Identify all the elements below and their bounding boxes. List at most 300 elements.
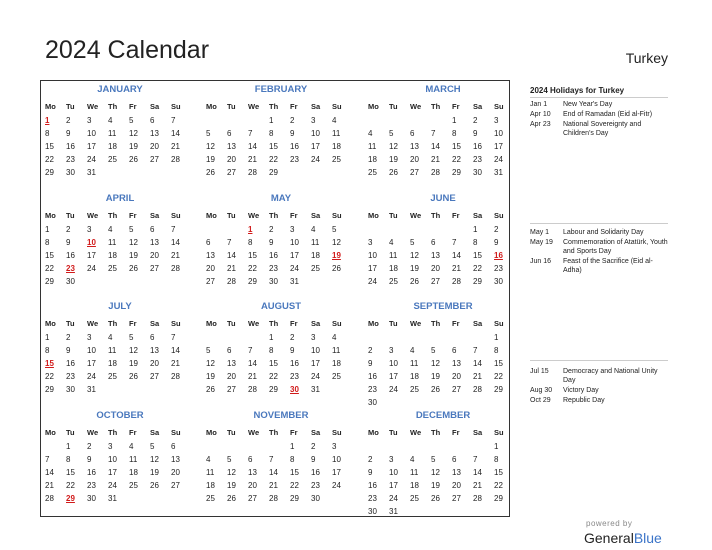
empty-day: [108, 275, 129, 288]
day: 5: [129, 116, 134, 125]
day: 16: [368, 481, 377, 490]
holiday-item: [530, 228, 670, 237]
day: 26: [389, 168, 398, 177]
day: 7: [452, 238, 457, 247]
day: 25: [108, 155, 117, 164]
day: 6: [150, 333, 155, 342]
day: 3: [290, 225, 295, 234]
day: 31: [290, 277, 299, 286]
week-row: [206, 440, 356, 453]
day: 7: [171, 333, 176, 342]
holiday-item: [530, 238, 670, 256]
holiday-item: [530, 257, 670, 275]
day: 19: [227, 481, 236, 490]
weekday-label: Sa: [150, 211, 160, 220]
month-june: [368, 192, 518, 288]
day: 13: [150, 129, 159, 138]
empty-day: [332, 492, 353, 505]
brand-logo[interactable]: [584, 530, 662, 546]
day: 2: [368, 346, 373, 355]
day: 30: [494, 277, 503, 286]
day: 5: [206, 129, 211, 138]
day: 3: [87, 333, 92, 342]
day: 26: [431, 385, 440, 394]
day: 24: [494, 155, 503, 164]
day: 8: [269, 129, 274, 138]
holiday-name: Republic Day: [563, 397, 605, 404]
week-row: [45, 370, 195, 383]
weekday-label: Fr: [452, 211, 460, 220]
week-row: [206, 383, 356, 396]
holiday-day: 1: [45, 116, 50, 125]
day: 20: [150, 142, 159, 151]
holiday-name: Commemoration of Atatürk, Youth and Sports Day: [563, 239, 668, 255]
weekday-header: [206, 99, 356, 114]
empty-day: [290, 166, 311, 179]
day: 11: [108, 346, 117, 355]
holiday-name: New Year's Day: [563, 101, 613, 108]
weekday-label: Sa: [473, 102, 483, 111]
empty-day: [389, 223, 410, 236]
day: 29: [290, 494, 299, 503]
day: 11: [129, 455, 138, 464]
week-row: [368, 466, 518, 479]
weekday-label: Sa: [311, 102, 321, 111]
day: 1: [45, 333, 50, 342]
day: 2: [290, 333, 295, 342]
week-row: [206, 140, 356, 153]
empty-day: [494, 505, 515, 518]
month-november: [206, 409, 356, 505]
week-row: [45, 166, 195, 179]
empty-day: [473, 331, 494, 344]
day: 13: [206, 251, 215, 260]
day: 21: [452, 264, 461, 273]
day: 10: [389, 359, 398, 368]
day: 17: [87, 142, 96, 151]
weekday-label: Th: [108, 428, 118, 437]
weekday-label: Tu: [227, 102, 236, 111]
day: 25: [410, 494, 419, 503]
country-label: Turkey: [625, 50, 668, 66]
day: 23: [290, 155, 299, 164]
day: 23: [269, 264, 278, 273]
weekday-label: Th: [108, 102, 118, 111]
day: 22: [452, 155, 461, 164]
holiday-item: [530, 100, 670, 109]
day: 27: [171, 481, 180, 490]
day: 12: [431, 359, 440, 368]
day: 21: [269, 481, 278, 490]
empty-day: [410, 440, 431, 453]
day: 14: [248, 359, 257, 368]
weekday-label: Fr: [129, 428, 137, 437]
week-row: [206, 223, 356, 236]
weekday-label: Mo: [45, 319, 56, 328]
day: 23: [66, 372, 75, 381]
day: 20: [248, 481, 257, 490]
day: 9: [87, 455, 92, 464]
day: 13: [150, 238, 159, 247]
week-row: [45, 249, 195, 262]
day: 29: [452, 168, 461, 177]
empty-day: [452, 223, 473, 236]
weekday-label: We: [248, 102, 260, 111]
holiday-name: Democracy and National Unity Day: [563, 368, 658, 384]
day: 27: [452, 385, 461, 394]
week-row: [368, 492, 518, 505]
week-row: [45, 492, 195, 505]
week-row: [368, 236, 518, 249]
weekday-label: Tu: [227, 428, 236, 437]
day: 25: [368, 168, 377, 177]
week-row: [45, 275, 195, 288]
day: 27: [410, 168, 419, 177]
day: 6: [150, 225, 155, 234]
day: 29: [494, 385, 503, 394]
day: 4: [368, 129, 373, 138]
empty-day: [452, 440, 473, 453]
empty-day: [129, 383, 150, 396]
week-row: [368, 249, 518, 262]
day: 28: [452, 277, 461, 286]
empty-day: [452, 505, 473, 518]
week-row: [45, 331, 195, 344]
day: 1: [494, 442, 499, 451]
weekday-label: Sa: [473, 319, 483, 328]
empty-day: [150, 492, 171, 505]
day: 12: [129, 346, 138, 355]
day: 14: [171, 346, 180, 355]
day: 16: [311, 468, 320, 477]
weekday-label: Th: [108, 211, 118, 220]
holiday-date: Jan 1: [530, 101, 548, 108]
weekday-label: Mo: [206, 428, 217, 437]
week-row: [45, 140, 195, 153]
day: 15: [290, 468, 299, 477]
empty-day: [452, 331, 473, 344]
day: 26: [129, 264, 138, 273]
day: 17: [290, 251, 299, 260]
day: 17: [108, 468, 117, 477]
weekday-label: Tu: [227, 211, 236, 220]
weekday-label: We: [410, 211, 422, 220]
holiday-day: 23: [66, 264, 75, 273]
day: 14: [473, 468, 482, 477]
day: 1: [473, 225, 478, 234]
day: 31: [311, 385, 320, 394]
weekday-header: [45, 425, 195, 440]
day: 4: [389, 238, 394, 247]
day: 28: [227, 277, 236, 286]
day: 31: [87, 168, 96, 177]
day: 13: [452, 359, 461, 368]
day: 22: [473, 264, 482, 273]
day: 18: [206, 481, 215, 490]
month-name: SEPTEMBER: [413, 301, 473, 312]
holidays-title: 2024 Holidays for Turkey: [530, 86, 625, 95]
empty-day: [311, 275, 332, 288]
day: 28: [171, 155, 180, 164]
day: 11: [108, 238, 117, 247]
brand-blue: Blue: [633, 530, 662, 546]
weekday-label: We: [87, 319, 99, 328]
week-row: [45, 344, 195, 357]
day: 15: [494, 468, 503, 477]
day: 27: [248, 494, 257, 503]
day: 1: [66, 442, 71, 451]
day: 15: [45, 251, 54, 260]
weekday-header: [45, 316, 195, 331]
week-row: [206, 166, 356, 179]
weekday-label: Sa: [150, 319, 160, 328]
weekday-label: Sa: [150, 102, 160, 111]
weekday-label: Th: [269, 102, 279, 111]
day: 28: [171, 372, 180, 381]
holiday-date: Apr 10: [530, 111, 551, 118]
day: 25: [311, 264, 320, 273]
day: 27: [150, 372, 159, 381]
day: 20: [452, 372, 461, 381]
day: 21: [248, 372, 257, 381]
month-name: APRIL: [105, 193, 135, 204]
day: 6: [452, 346, 457, 355]
day: 15: [248, 251, 257, 260]
weekday-label: Tu: [389, 211, 398, 220]
holiday-name: Victory Day: [563, 387, 599, 394]
day: 24: [108, 481, 117, 490]
day: 4: [332, 116, 337, 125]
week-row: [368, 223, 518, 236]
month-may: [206, 192, 356, 288]
day: 23: [311, 481, 320, 490]
day: 12: [129, 129, 138, 138]
empty-day: [206, 223, 227, 236]
holiday-group: [530, 228, 670, 276]
holiday-name: National Sovereignty and Children's Day: [563, 121, 642, 137]
day: 6: [150, 116, 155, 125]
day: 5: [150, 442, 155, 451]
month-name: MAY: [270, 193, 292, 204]
weekday-label: Su: [171, 102, 181, 111]
day: 7: [171, 225, 176, 234]
weekday-label: Fr: [129, 319, 137, 328]
day: 16: [66, 142, 75, 151]
day: 12: [206, 142, 215, 151]
empty-day: [248, 331, 269, 344]
day: 11: [332, 129, 341, 138]
empty-day: [150, 166, 171, 179]
weekday-label: Fr: [452, 319, 460, 328]
day: 29: [494, 494, 503, 503]
week-row: [206, 127, 356, 140]
day: 25: [206, 494, 215, 503]
weekday-label: Tu: [389, 102, 398, 111]
holiday-item: [530, 386, 670, 395]
day: 9: [311, 455, 316, 464]
empty-day: [227, 440, 248, 453]
day: 19: [206, 372, 215, 381]
weekday-label: Th: [269, 319, 279, 328]
day: 7: [248, 129, 253, 138]
day: 24: [87, 372, 96, 381]
day: 21: [171, 251, 180, 260]
week-row: [45, 440, 195, 453]
day: 14: [227, 251, 236, 260]
day: 8: [66, 455, 71, 464]
empty-day: [431, 440, 452, 453]
day: 5: [431, 455, 436, 464]
day: 11: [332, 346, 341, 355]
day: 5: [129, 333, 134, 342]
day: 18: [389, 264, 398, 273]
day: 9: [290, 346, 295, 355]
day: 13: [150, 346, 159, 355]
day: 8: [45, 129, 50, 138]
day: 31: [108, 494, 117, 503]
day: 25: [332, 372, 341, 381]
month-january: [45, 83, 195, 179]
weekday-label: Mo: [368, 211, 379, 220]
day: 5: [206, 346, 211, 355]
day: 16: [66, 251, 75, 260]
weekday-header: [368, 425, 518, 440]
day: 12: [129, 238, 138, 247]
weekday-label: We: [410, 102, 422, 111]
empty-day: [129, 492, 150, 505]
weekday-label: Sa: [311, 428, 321, 437]
empty-day: [410, 396, 431, 409]
empty-day: [389, 114, 410, 127]
day: 28: [269, 494, 278, 503]
month-august: [206, 300, 356, 396]
week-row: [206, 236, 356, 249]
day: 30: [311, 494, 320, 503]
day: 24: [87, 155, 96, 164]
page-title: 2024 Calendar: [45, 36, 210, 64]
day: 3: [108, 442, 113, 451]
month-march: [368, 83, 518, 179]
holiday-item: [530, 110, 670, 119]
day: 30: [66, 277, 75, 286]
day: 18: [311, 251, 320, 260]
week-row: [368, 262, 518, 275]
weekday-label: We: [87, 102, 99, 111]
weekday-label: Tu: [66, 211, 75, 220]
day: 8: [452, 129, 457, 138]
week-row: [368, 479, 518, 492]
holiday-day: 16: [494, 251, 503, 260]
empty-day: [171, 383, 192, 396]
day: 8: [248, 238, 253, 247]
day: 15: [269, 142, 278, 151]
empty-day: [389, 396, 410, 409]
day: 7: [473, 455, 478, 464]
week-row: [368, 357, 518, 370]
day: 28: [171, 264, 180, 273]
day: 14: [452, 251, 461, 260]
day: 16: [368, 372, 377, 381]
holiday-item: [530, 120, 670, 138]
day: 18: [410, 481, 419, 490]
day: 27: [150, 264, 159, 273]
day: 8: [290, 455, 295, 464]
day: 7: [269, 455, 274, 464]
day: 9: [473, 129, 478, 138]
weekday-label: Fr: [290, 102, 298, 111]
week-row: [368, 153, 518, 166]
day: 21: [171, 142, 180, 151]
empty-day: [108, 166, 129, 179]
holidays-divider: [530, 97, 668, 98]
week-row: [368, 127, 518, 140]
month-name: FEBRUARY: [254, 84, 308, 95]
weekday-label: Th: [431, 319, 441, 328]
week-row: [206, 357, 356, 370]
day: 22: [248, 264, 257, 273]
day: 5: [332, 225, 337, 234]
day: 10: [311, 346, 320, 355]
weekday-label: Su: [332, 319, 342, 328]
weekday-label: Mo: [206, 211, 217, 220]
holiday-day: 10: [87, 238, 96, 247]
holiday-group: [530, 100, 670, 139]
day: 6: [410, 129, 415, 138]
day: 3: [332, 442, 337, 451]
day: 13: [227, 359, 236, 368]
day: 14: [431, 142, 440, 151]
empty-day: [206, 331, 227, 344]
weekday-label: Fr: [452, 428, 460, 437]
holiday-item: [530, 396, 670, 405]
weekday-label: Th: [108, 319, 118, 328]
day: 4: [129, 442, 134, 451]
day: 26: [129, 155, 138, 164]
weekday-label: Th: [269, 428, 279, 437]
holiday-date: Aug 30: [530, 387, 553, 394]
day: 4: [108, 116, 113, 125]
month-february: [206, 83, 356, 179]
day: 19: [206, 155, 215, 164]
week-row: [45, 357, 195, 370]
empty-day: [45, 440, 66, 453]
day: 18: [332, 359, 341, 368]
week-row: [45, 466, 195, 479]
day: 16: [473, 142, 482, 151]
day: 17: [87, 359, 96, 368]
day: 24: [389, 385, 398, 394]
day: 18: [332, 142, 341, 151]
day: 25: [332, 155, 341, 164]
month-december: [368, 409, 518, 518]
month-october: [45, 409, 195, 505]
day: 18: [410, 372, 419, 381]
weekday-label: Sa: [473, 211, 483, 220]
day: 4: [332, 333, 337, 342]
day: 23: [368, 385, 377, 394]
day: 10: [108, 455, 117, 464]
day: 18: [108, 142, 117, 151]
day: 13: [248, 468, 257, 477]
week-row: [368, 331, 518, 344]
empty-day: [473, 505, 494, 518]
weekday-label: Mo: [206, 102, 217, 111]
day: 2: [290, 116, 295, 125]
day: 18: [108, 359, 117, 368]
empty-day: [431, 114, 452, 127]
day: 3: [368, 238, 373, 247]
empty-day: [410, 223, 431, 236]
